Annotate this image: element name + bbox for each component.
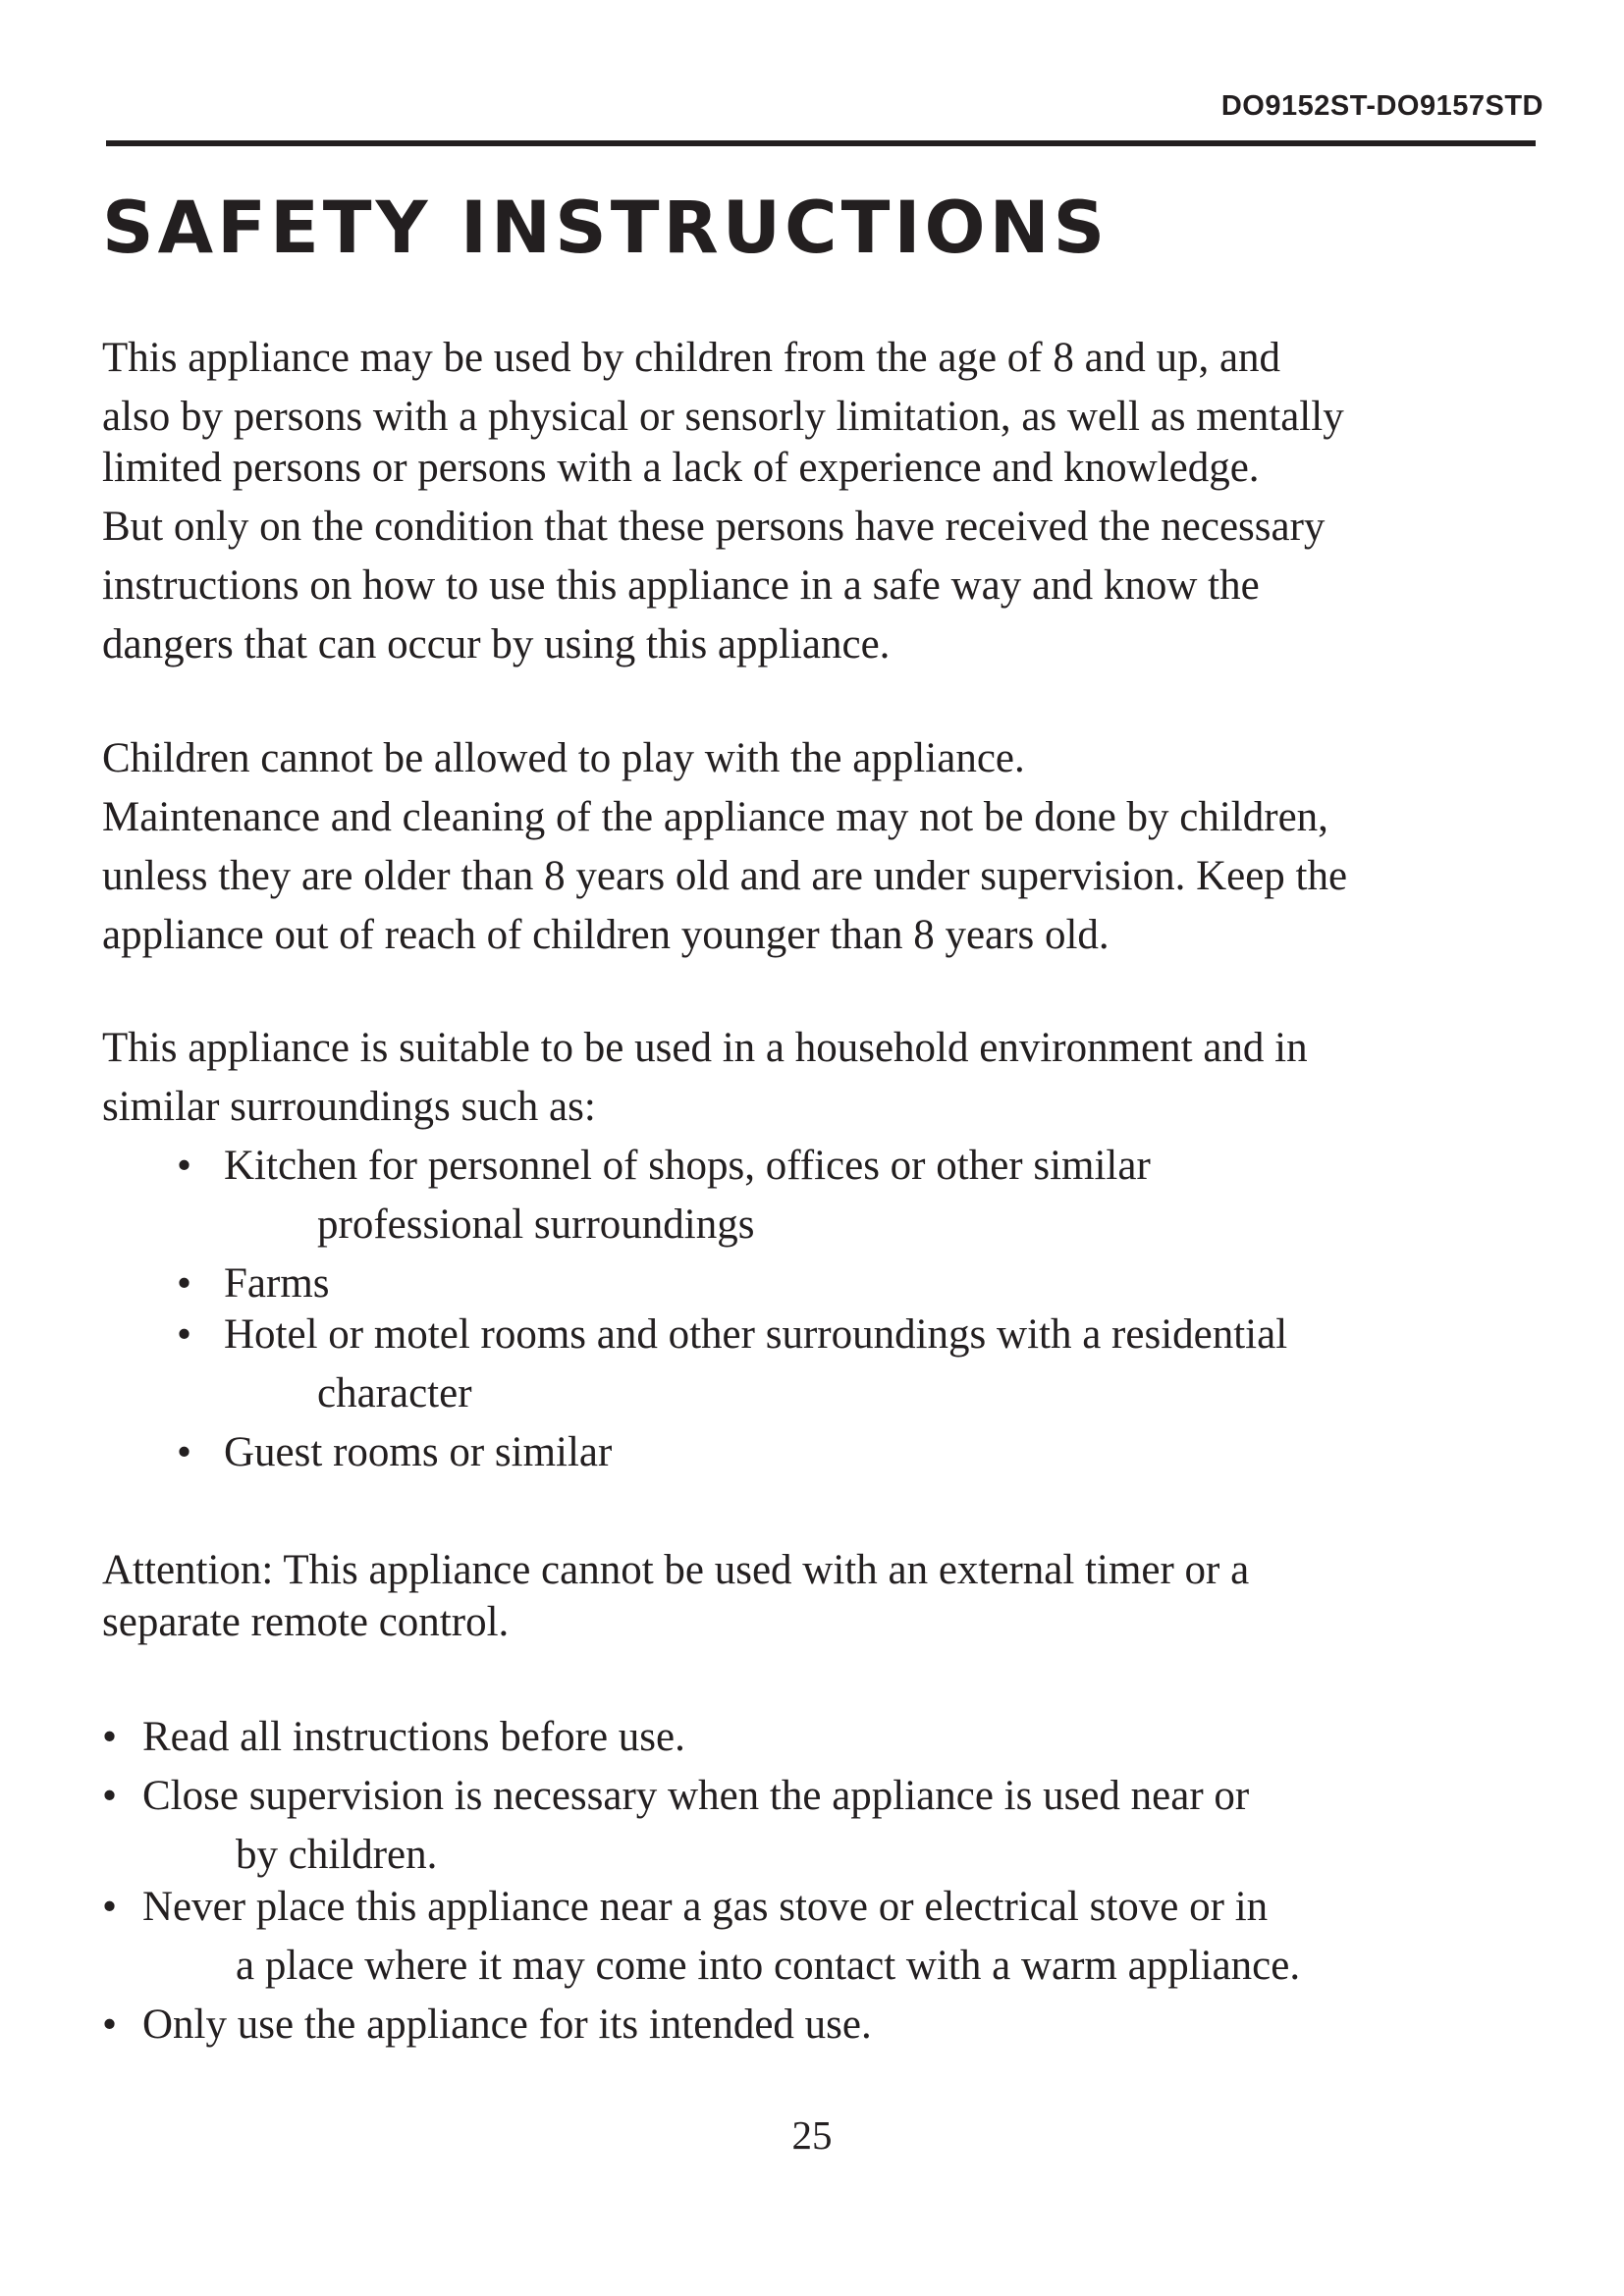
text-line: also by persons with a physical or sensorly limitation, as well as mentally	[102, 394, 1344, 440]
text-line: appliance out of reach of children younger than 8 years old.	[102, 912, 1110, 958]
header-rule	[106, 140, 1536, 146]
list-item-text: by children.	[236, 1832, 438, 1878]
list-item-text: Read all instructions before use.	[142, 1714, 685, 1760]
bullet-icon: •	[102, 1884, 118, 1930]
text-line: limited persons or persons with a lack of experience and knowledge.	[102, 445, 1260, 491]
list-item-text: a place where it may come into contact with a warm appliance.	[236, 1943, 1301, 1989]
text-line: Attention: This appliance cannot be used with an external timer or a	[102, 1547, 1250, 1593]
bullet-icon: •	[177, 1311, 192, 1358]
bullet-icon: •	[177, 1429, 192, 1475]
page-number: 25	[791, 2112, 833, 2158]
list-item-text: character	[317, 1370, 472, 1416]
bullet-icon: •	[102, 2002, 118, 2048]
text-line: Maintenance and cleaning of the appliance may not be done by children,	[102, 794, 1328, 840]
text-line: similar surroundings such as:	[102, 1084, 596, 1130]
text-line: This appliance may be used by children from the age of 8 and up, and	[102, 335, 1281, 381]
page-title: SAFETY INSTRUCTIONS	[102, 187, 1110, 270]
bullet-icon: •	[102, 1714, 118, 1760]
list-item-text: Kitchen for personnel of shops, offices or other similar	[224, 1143, 1151, 1189]
bullet-icon: •	[177, 1260, 192, 1307]
text-line: separate remote control.	[102, 1599, 510, 1645]
list-item-text: Close supervision is necessary when the appliance is used near or	[142, 1773, 1250, 1819]
list-item-text: Hotel or motel rooms and other surroundings with a residential	[224, 1311, 1288, 1358]
bullet-icon: •	[177, 1143, 192, 1189]
text-line: dangers that can occur by using this appliance.	[102, 621, 891, 667]
list-item-text: Only use the appliance for its intended use.	[142, 2002, 872, 2048]
list-item-text: Guest rooms or similar	[224, 1429, 613, 1475]
text-line: This appliance is suitable to be used in a household environment and in	[102, 1025, 1308, 1071]
list-item-text: Never place this appliance near a gas stove or electrical stove or in	[142, 1884, 1269, 1930]
model-code: DO9152ST-DO9157STD	[1220, 90, 1543, 122]
bullet-icon: •	[102, 1773, 118, 1819]
list-item-text: professional surroundings	[317, 1201, 755, 1248]
text-line: But only on the condition that these persons have received the necessary	[102, 504, 1326, 550]
text-line: unless they are older than 8 years old and are under supervision. Keep the	[102, 853, 1348, 899]
list-item-text: Farms	[224, 1260, 330, 1307]
text-line: Children cannot be allowed to play with the appliance.	[102, 735, 1025, 781]
text-line: instructions on how to use this appliance in a safe way and know the	[102, 562, 1260, 609]
